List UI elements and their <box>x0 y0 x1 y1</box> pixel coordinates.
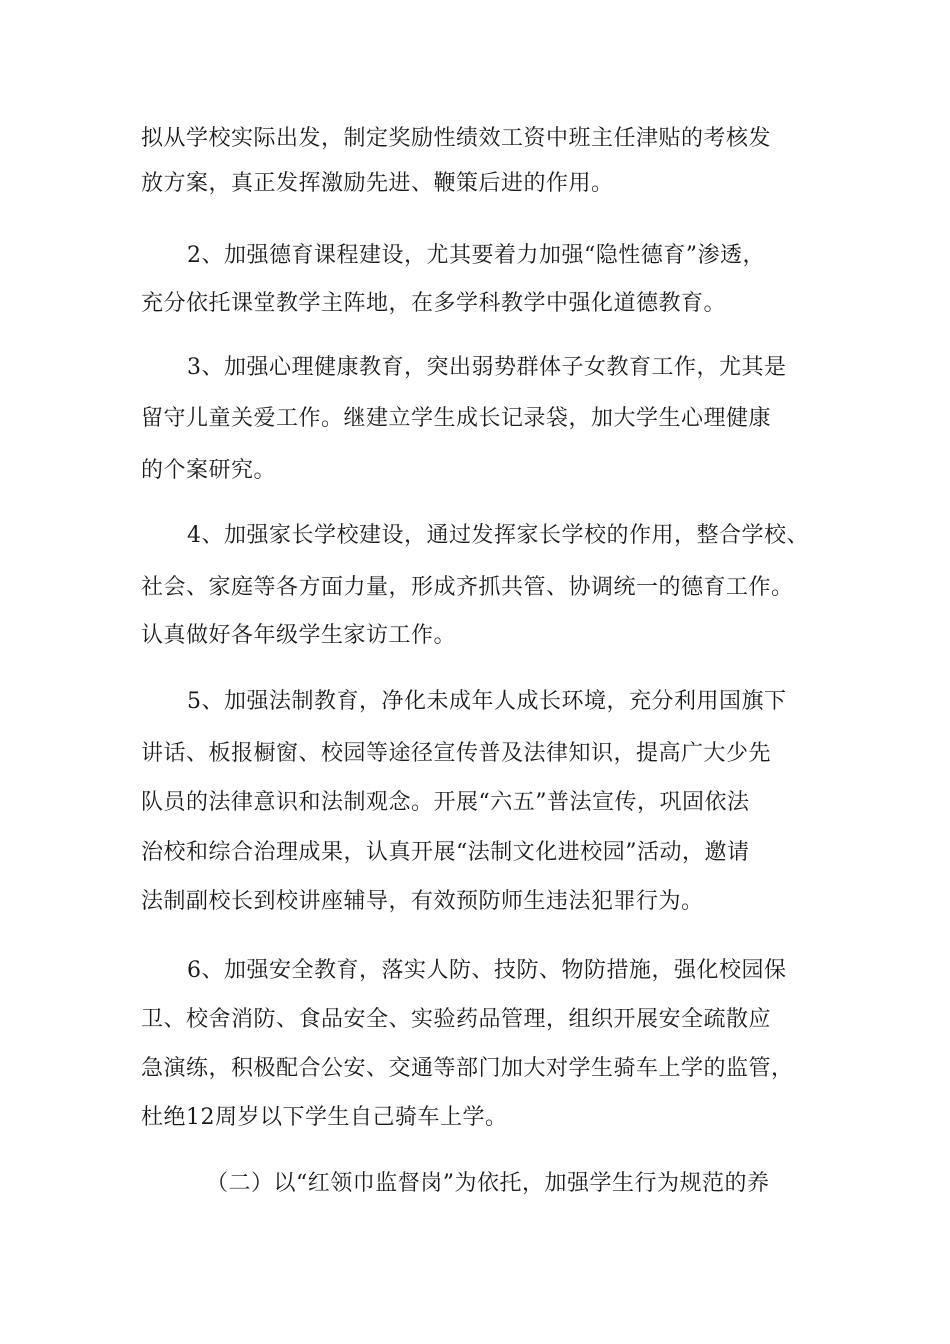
text-line: 4、加强家长学校建设，通过发挥家长学校的作用，整合学校、 <box>187 523 809 548</box>
text-line: 拟从学校实际出发，制定奖励性绩效工资中班主任津贴的考核发 <box>141 126 772 151</box>
text-line: 急演练，积极配合公安、交通等部门加大对学生骑车上学的监管， <box>141 1056 794 1081</box>
text-line: 充分依托课堂教学主阵地，在多学科教学中强化道德教育。 <box>141 291 727 316</box>
text-line: 2、加强德育课程建设，尤其要着力加强“隐性德育”渗透， <box>187 243 765 268</box>
section-heading: （二）以“红领巾监督岗”为依托，加强学生行为规范的养 <box>206 1171 770 1196</box>
text-line: 放方案，真正发挥激励先进、鞭策后进的作用。 <box>141 171 614 196</box>
text-line: 6、加强安全教育，落实人防、技防、物防措施，强化校园保 <box>187 958 787 983</box>
text-line: 杜绝12周岁以下学生自己骑车上学。 <box>141 1105 508 1130</box>
text-line: 留守儿童关爱工作。继建立学生成长记录袋，加大学生心理健康 <box>141 406 772 431</box>
text-line: 社会、家庭等各方面力量，形成齐抓共管、协调统一的德育工作。 <box>141 575 794 600</box>
text-line: 5、加强法制教育，净化未成年人成长环境，充分利用国旗下 <box>187 689 787 714</box>
text-line: 卫、校舍消防、食品安全、实验药品管理，组织开展安全疏散应 <box>141 1007 772 1032</box>
text-line: 认真做好各年级学生家访工作。 <box>141 623 457 648</box>
text-line: 队员的法律意识和法制观念。开展“六五”普法宣传，巩固依法 <box>141 790 750 815</box>
text-line: 治校和综合治理成果，认真开展“法制文化进校园”活动，邀请 <box>141 840 750 865</box>
text-line: 讲话、板报橱窗、校园等途径宣传普及法律知识，提高广大少先 <box>141 741 772 766</box>
text-line: 法制副校长到校讲座辅导，有效预防师生违法犯罪行为。 <box>141 889 704 914</box>
text-line: 3、加强心理健康教育，突出弱势群体子女教育工作，尤其是 <box>187 355 787 380</box>
text-line: 的个案研究。 <box>141 458 277 483</box>
